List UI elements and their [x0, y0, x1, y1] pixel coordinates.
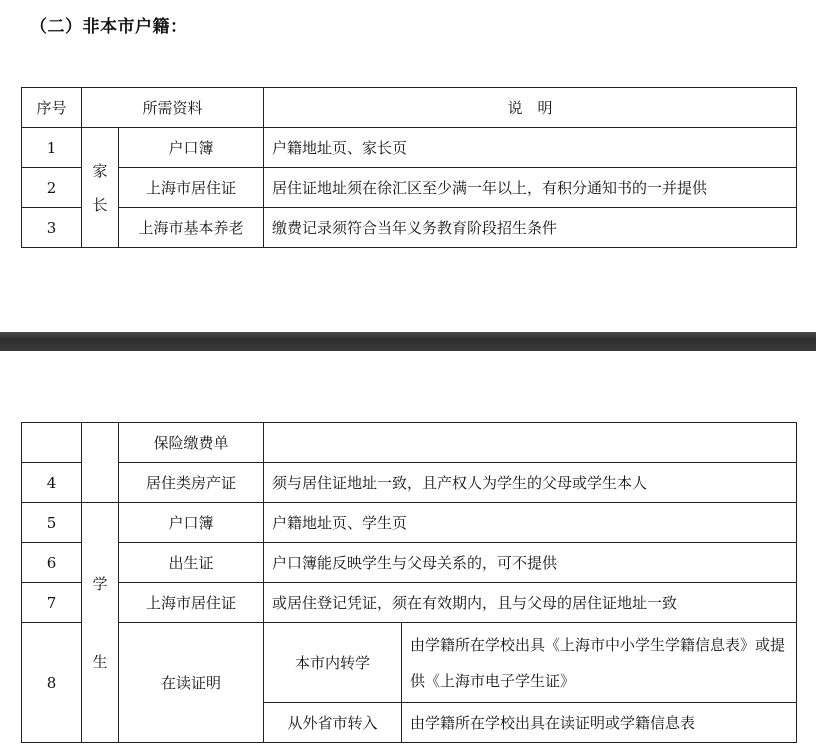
row-desc: 缴费记录须符合当年义务教育阶段招生条件 — [264, 208, 797, 248]
table-row — [22, 583, 797, 623]
table-row — [22, 503, 797, 543]
header-item: 所需资料 — [82, 88, 264, 128]
row-item: 户口簿 — [119, 503, 264, 543]
row-desc: 户籍地址页、学生页 — [264, 503, 797, 543]
row-desc: 户口簿能反映学生与父母关系的，可不提供 — [264, 543, 797, 583]
sub-desc: 由学籍所在学校出具《上海市中小学生学籍信息表》或提供《上海市电子学生证》 — [402, 623, 797, 703]
table-row — [22, 463, 797, 503]
group-text: 学 生 — [92, 574, 108, 671]
row-item: 居住类房产证 — [119, 463, 264, 503]
group-label-parent — [82, 128, 119, 248]
row-no: 2 — [22, 168, 82, 208]
header-no: 序号 — [22, 88, 82, 128]
sub-desc: 由学籍所在学校出具在读证明或学籍信息表 — [402, 703, 797, 743]
row-desc: 户籍地址页、家长页 — [264, 128, 797, 168]
row-desc: 居住证地址须在徐汇区至少满一年以上，有积分通知书的一并提供 — [264, 168, 797, 208]
row-item: 上海市居住证 — [119, 168, 264, 208]
row-desc: 须与居住证地址一致，且产权人为学生的父母或学生本人 — [264, 463, 797, 503]
section-heading: （二）非本市户籍： — [30, 17, 188, 37]
table-row — [22, 168, 797, 208]
row-item: 保险缴费单 — [119, 423, 264, 463]
table-row — [22, 128, 797, 168]
sub-case: 从外省市转入 — [264, 703, 402, 743]
row-item: 在读证明 — [119, 623, 264, 743]
row-item: 出生证 — [119, 543, 264, 583]
table-row — [22, 623, 797, 703]
row-no: 8 — [22, 623, 82, 743]
row-item: 上海市基本养老 — [119, 208, 264, 248]
group-text: 家 长 — [92, 161, 108, 214]
row-no: 6 — [22, 543, 82, 583]
group-blank — [82, 423, 119, 503]
sub-case: 本市内转学 — [264, 623, 402, 703]
row-no: 1 — [22, 128, 82, 168]
table-row — [22, 423, 797, 463]
table-header-row — [22, 88, 797, 128]
group-label-student — [82, 503, 119, 743]
requirements-table-parent — [21, 87, 797, 248]
header-desc: 说 明 — [264, 88, 797, 128]
page-divider — [0, 332, 816, 351]
row-no: 7 — [22, 583, 82, 623]
row-no — [22, 423, 82, 463]
row-no: 3 — [22, 208, 82, 248]
table-row — [22, 543, 797, 583]
row-item: 户口簿 — [119, 128, 264, 168]
row-desc — [264, 423, 797, 463]
row-no: 4 — [22, 463, 82, 503]
requirements-table-student — [21, 422, 797, 743]
table-row — [22, 208, 797, 248]
row-desc: 或居住登记凭证，须在有效期内，且与父母的居住证地址一致 — [264, 583, 797, 623]
row-item: 上海市居住证 — [119, 583, 264, 623]
row-no: 5 — [22, 503, 82, 543]
